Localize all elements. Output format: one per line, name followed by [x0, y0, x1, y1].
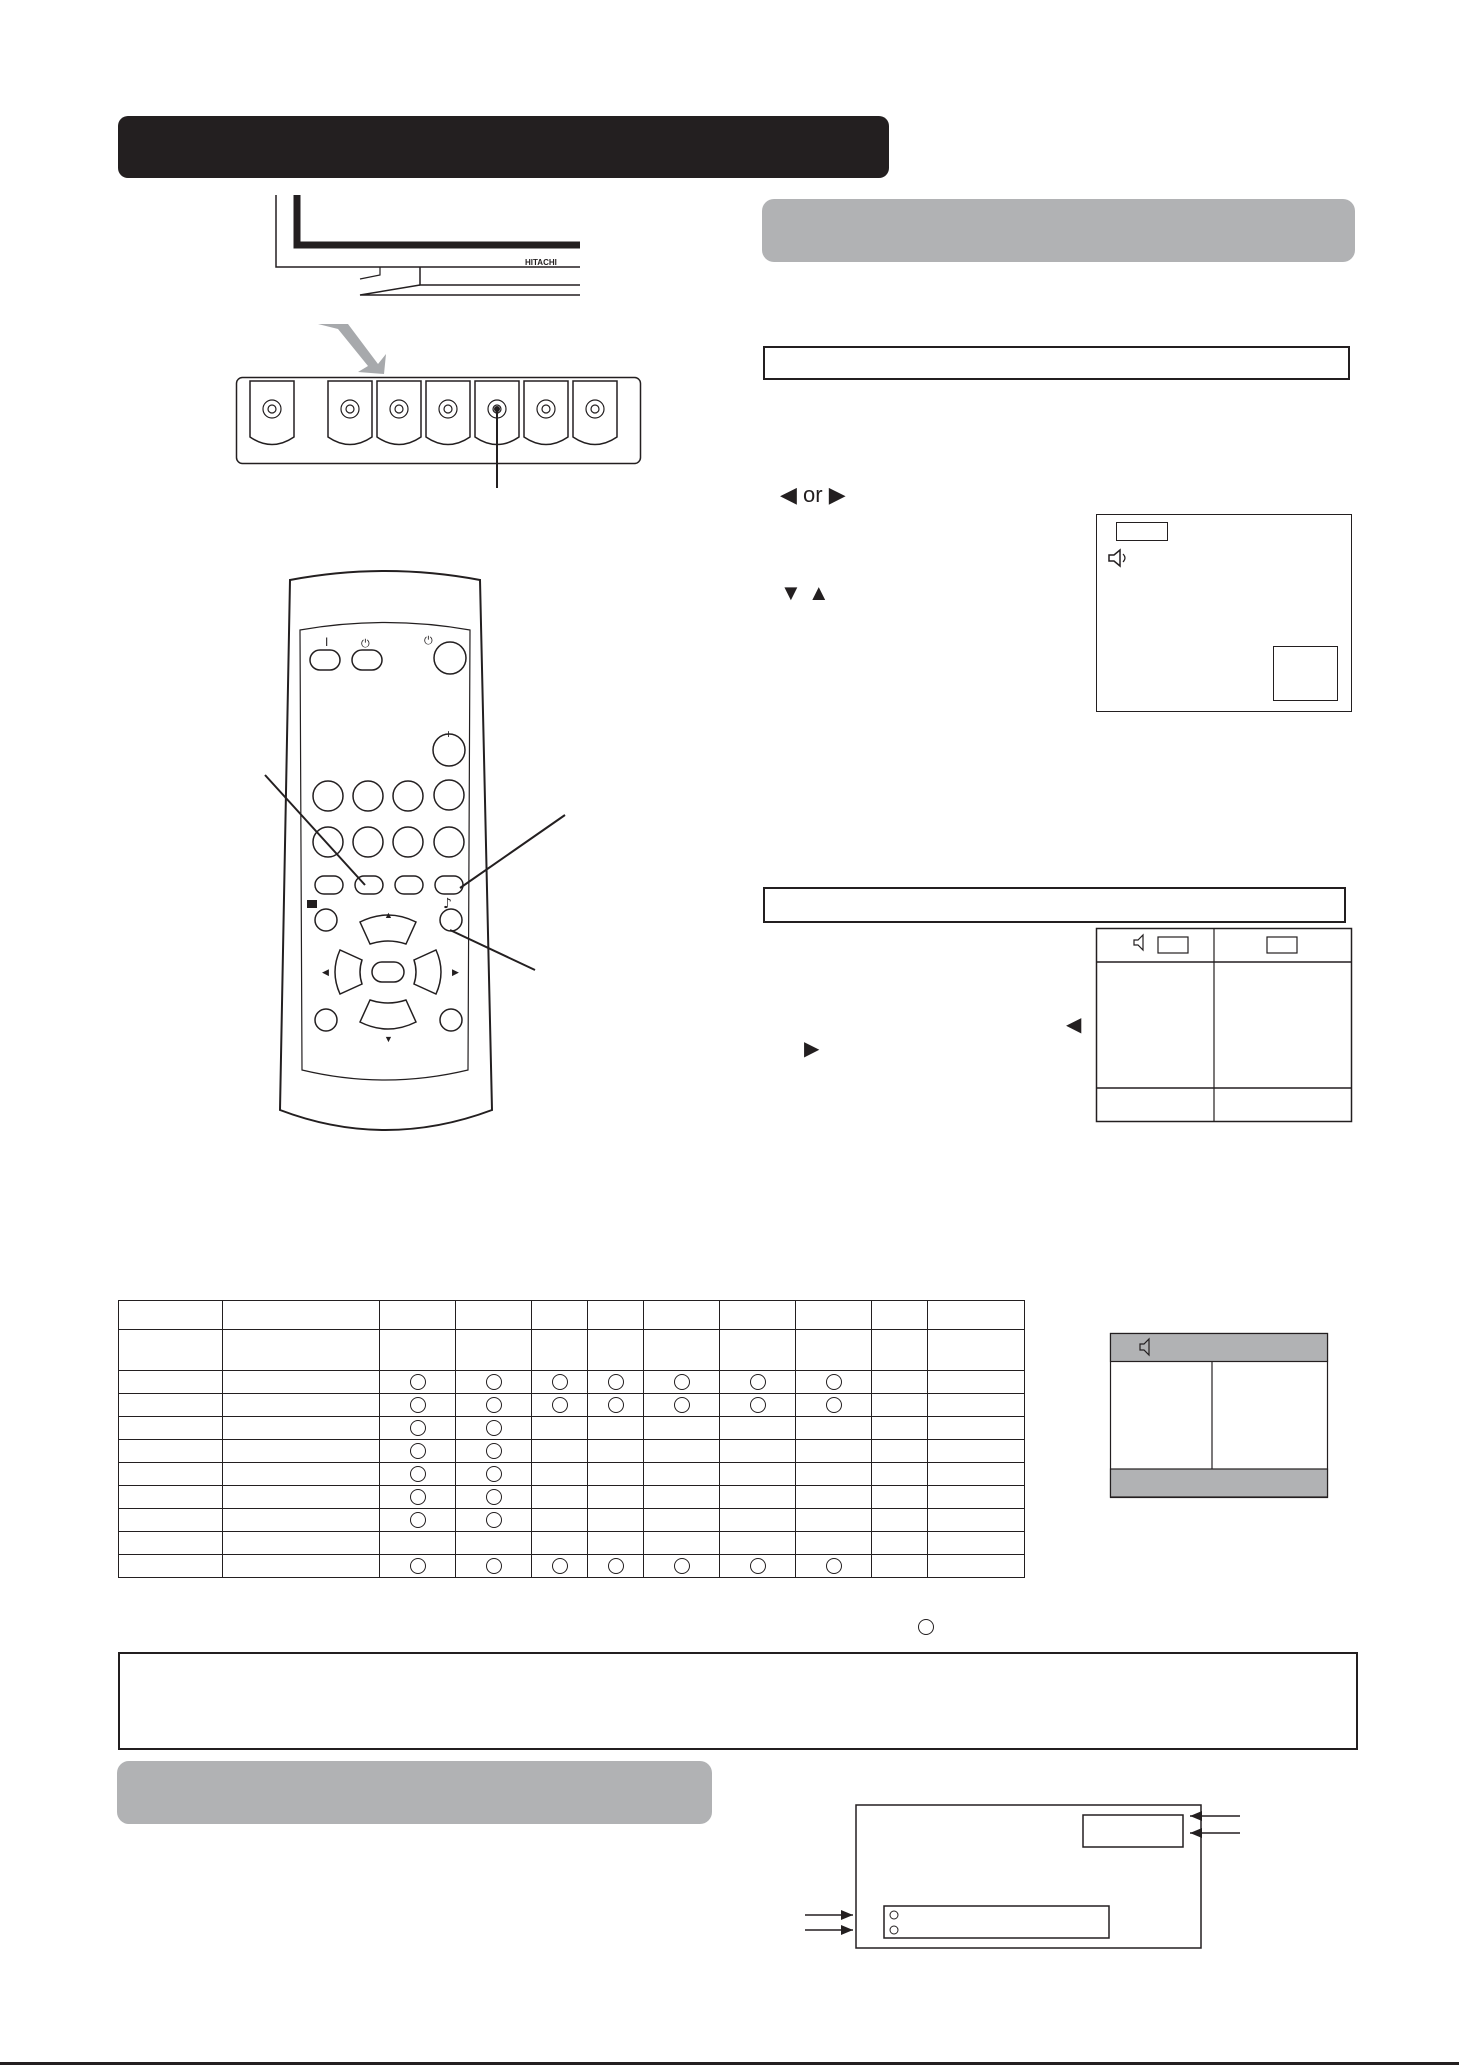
compat-mark	[486, 1397, 502, 1413]
compat-mark	[552, 1374, 568, 1390]
table-row	[119, 1301, 1025, 1330]
table-cell	[532, 1394, 588, 1417]
instruction-arrows-down-up: ▼ ▲	[780, 580, 830, 605]
table-cell	[928, 1440, 1025, 1463]
table-cell	[872, 1394, 928, 1417]
table-cell	[796, 1440, 872, 1463]
table-cell	[223, 1486, 380, 1509]
table-cell	[456, 1555, 532, 1578]
table-cell	[928, 1486, 1025, 1509]
table-cell	[119, 1555, 223, 1578]
compat-mark	[826, 1558, 842, 1574]
table-cell	[223, 1301, 380, 1330]
table-cell	[644, 1509, 720, 1532]
table-row	[119, 1555, 1025, 1578]
table-row	[119, 1509, 1025, 1532]
table-cell	[796, 1555, 872, 1578]
table-cell	[119, 1509, 223, 1532]
table-cell	[456, 1463, 532, 1486]
table-cell	[644, 1532, 720, 1555]
table-cell	[119, 1371, 223, 1394]
table-cell	[644, 1555, 720, 1578]
table-cell	[588, 1371, 644, 1394]
table-cell	[872, 1486, 928, 1509]
table-cell	[644, 1330, 720, 1371]
table-cell	[456, 1440, 532, 1463]
minus-icon: –	[445, 772, 452, 786]
compat-mark	[608, 1558, 624, 1574]
osd-screen-2	[1096, 928, 1352, 1122]
table-cell	[532, 1417, 588, 1440]
control-panel	[236, 377, 641, 465]
compat-mark	[410, 1489, 426, 1505]
headphone-icon: ♪	[443, 896, 452, 912]
osd-screen-3	[1110, 1333, 1328, 1498]
table-cell	[872, 1371, 928, 1394]
compat-mark	[674, 1397, 690, 1413]
table-cell	[872, 1330, 928, 1371]
table-cell	[588, 1440, 644, 1463]
table-cell	[532, 1509, 588, 1532]
table-cell	[532, 1463, 588, 1486]
compat-mark	[552, 1397, 568, 1413]
brand-logo: HITACHI	[525, 258, 557, 267]
table-cell	[223, 1555, 380, 1578]
table-cell	[928, 1509, 1025, 1532]
compat-mark	[826, 1374, 842, 1390]
table-cell	[532, 1532, 588, 1555]
compatibility-table	[118, 1300, 1025, 1578]
compat-mark	[608, 1397, 624, 1413]
table-cell	[456, 1509, 532, 1532]
table-cell	[872, 1463, 928, 1486]
table-cell	[928, 1417, 1025, 1440]
timer-osd-diagram	[770, 1800, 1290, 1950]
table-cell	[532, 1440, 588, 1463]
osd-grid-2	[1096, 928, 1352, 1122]
compat-mark	[750, 1397, 766, 1413]
left-arrow-icon: ◀	[322, 967, 329, 977]
table-cell	[796, 1463, 872, 1486]
compat-mark	[410, 1397, 426, 1413]
speaker-icon	[1107, 548, 1131, 570]
table-cell	[119, 1330, 223, 1371]
table-cell	[588, 1394, 644, 1417]
table-cell	[119, 1440, 223, 1463]
table-cell	[928, 1532, 1025, 1555]
table-row	[119, 1330, 1025, 1371]
table-row	[119, 1532, 1025, 1555]
table-cell	[588, 1509, 644, 1532]
table-cell	[380, 1417, 456, 1440]
table-cell	[796, 1532, 872, 1555]
table-cell	[588, 1330, 644, 1371]
tv-bottom-illustration	[270, 195, 580, 315]
table-cell	[872, 1509, 928, 1532]
compat-mark	[750, 1374, 766, 1390]
table-cell	[456, 1394, 532, 1417]
compat-mark	[674, 1558, 690, 1574]
table-cell	[720, 1532, 796, 1555]
table-cell	[532, 1371, 588, 1394]
table-cell	[720, 1330, 796, 1371]
table-cell	[644, 1463, 720, 1486]
subsection-box-1	[763, 346, 1350, 380]
table-cell	[796, 1371, 872, 1394]
table-cell	[456, 1486, 532, 1509]
table-cell	[928, 1394, 1025, 1417]
table-cell	[720, 1555, 796, 1578]
compat-mark	[410, 1374, 426, 1390]
table-cell	[644, 1440, 720, 1463]
plus-icon: +	[445, 727, 453, 741]
table-cell	[928, 1463, 1025, 1486]
table-cell	[720, 1371, 796, 1394]
table-cell	[928, 1301, 1025, 1330]
table-cell	[796, 1417, 872, 1440]
main-power-icon: ⏻	[424, 634, 433, 647]
table-cell	[456, 1371, 532, 1394]
table-cell	[532, 1486, 588, 1509]
callout-line-panel	[494, 408, 500, 488]
table-cell	[720, 1394, 796, 1417]
compat-mark	[826, 1397, 842, 1413]
compat-mark	[486, 1443, 502, 1459]
table-cell	[223, 1330, 380, 1371]
table-cell	[223, 1509, 380, 1532]
table-cell	[119, 1394, 223, 1417]
table-cell	[644, 1394, 720, 1417]
compat-mark	[486, 1489, 502, 1505]
table-cell	[928, 1555, 1025, 1578]
table-cell	[872, 1440, 928, 1463]
section-header-sound	[762, 199, 1355, 262]
table-cell	[119, 1486, 223, 1509]
osd-label-box	[1116, 522, 1168, 541]
table-cell	[223, 1394, 380, 1417]
right-arrow-icon: ▶	[452, 967, 459, 977]
table-cell	[119, 1417, 223, 1440]
table-cell	[720, 1440, 796, 1463]
table-cell	[456, 1532, 532, 1555]
compat-mark	[410, 1443, 426, 1459]
compat-mark	[674, 1374, 690, 1390]
table-row	[119, 1440, 1025, 1463]
instruction-arrow-right: ▶	[804, 1038, 820, 1060]
osd-screen-1	[1096, 514, 1352, 712]
table-cell	[796, 1486, 872, 1509]
table-cell	[532, 1301, 588, 1330]
compat-mark	[410, 1466, 426, 1482]
compat-mark	[486, 1374, 502, 1390]
compat-mark	[486, 1420, 502, 1436]
osd-grid-3	[1110, 1333, 1328, 1498]
osd-value-box	[1273, 646, 1338, 701]
table-cell	[588, 1463, 644, 1486]
table-row	[119, 1417, 1025, 1440]
table-cell	[380, 1371, 456, 1394]
table-cell	[928, 1330, 1025, 1371]
table-cell	[223, 1463, 380, 1486]
table-cell	[796, 1509, 872, 1532]
table-cell	[644, 1301, 720, 1330]
down-arrow-icon: ▼	[384, 1034, 393, 1044]
table-cell	[223, 1371, 380, 1394]
table-cell	[720, 1417, 796, 1440]
up-arrow-icon: ▲	[384, 910, 393, 920]
table-cell	[796, 1330, 872, 1371]
table-cell	[588, 1486, 644, 1509]
table-cell	[223, 1440, 380, 1463]
table-cell	[532, 1555, 588, 1578]
table-cell	[588, 1532, 644, 1555]
table-row	[119, 1394, 1025, 1417]
section-header-timer	[117, 1761, 712, 1824]
table-cell	[588, 1555, 644, 1578]
table-cell	[380, 1394, 456, 1417]
table-cell	[928, 1371, 1025, 1394]
table-cell	[532, 1330, 588, 1371]
table-cell	[380, 1486, 456, 1509]
table-cell	[588, 1301, 644, 1330]
power-standby-icon: ⏻	[361, 637, 370, 650]
table-cell	[380, 1532, 456, 1555]
table-cell	[119, 1532, 223, 1555]
table-cell	[456, 1301, 532, 1330]
table-cell	[380, 1440, 456, 1463]
table-cell	[872, 1555, 928, 1578]
compat-mark	[486, 1466, 502, 1482]
table-cell	[380, 1330, 456, 1371]
table-cell	[644, 1371, 720, 1394]
table-cell	[796, 1394, 872, 1417]
table-cell	[796, 1301, 872, 1330]
table-cell	[380, 1301, 456, 1330]
page-header-bar	[118, 116, 889, 178]
table-cell	[380, 1509, 456, 1532]
compat-mark	[552, 1558, 568, 1574]
table-cell	[223, 1532, 380, 1555]
compat-mark	[410, 1420, 426, 1436]
table-row	[119, 1371, 1025, 1394]
table-cell	[119, 1301, 223, 1330]
note-box	[118, 1652, 1358, 1750]
compat-mark	[410, 1512, 426, 1528]
table-cell	[380, 1555, 456, 1578]
compat-mark	[750, 1558, 766, 1574]
table-cell	[720, 1509, 796, 1532]
table-cell	[720, 1486, 796, 1509]
table-row	[119, 1486, 1025, 1509]
table-cell	[872, 1417, 928, 1440]
grey-pointer-arrow	[318, 324, 388, 374]
table-cell	[872, 1532, 928, 1555]
instruction-arrows-left-right: ◀ or ▶	[780, 482, 846, 507]
compat-mark	[608, 1374, 624, 1390]
remote-callouts	[260, 770, 580, 990]
instruction-arrow-left: ◀	[1066, 1014, 1082, 1036]
compat-mark	[486, 1558, 502, 1574]
power-i-label: I	[325, 635, 329, 649]
compat-mark	[486, 1512, 502, 1528]
table-row	[119, 1463, 1025, 1486]
table-cell	[644, 1417, 720, 1440]
table-cell	[588, 1417, 644, 1440]
table-cell	[119, 1463, 223, 1486]
table-cell	[720, 1301, 796, 1330]
table-cell	[456, 1330, 532, 1371]
table-cell	[720, 1463, 796, 1486]
compat-mark	[410, 1558, 426, 1574]
subsection-box-2	[763, 887, 1346, 923]
table-cell	[380, 1463, 456, 1486]
table-cell	[872, 1301, 928, 1330]
table-cell	[644, 1486, 720, 1509]
table-cell	[223, 1417, 380, 1440]
table-legend-mark	[918, 1618, 934, 1636]
table-cell	[456, 1417, 532, 1440]
